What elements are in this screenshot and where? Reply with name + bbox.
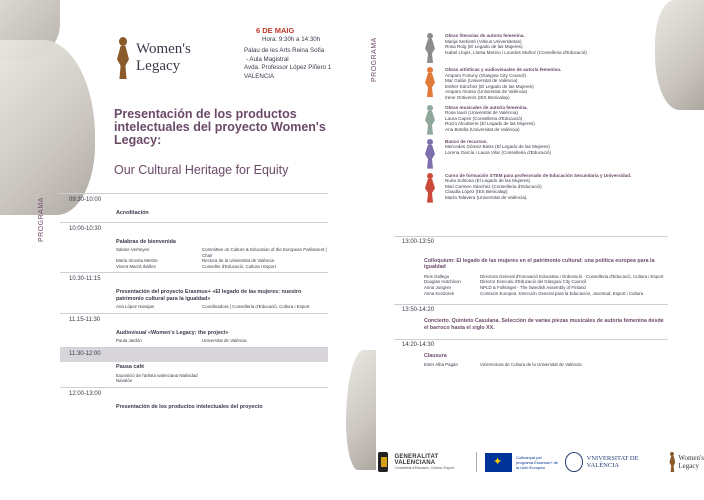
womens-legacy-small-logo (669, 452, 704, 472)
speaker-role: Vicerrectora de Cultura de la Universitat de València (480, 362, 582, 368)
speaker-row (424, 291, 668, 297)
product-contributor: Nuria Solsona (El Legado de las Mujeres) (445, 178, 531, 184)
product-contributor: Ana Botella (Universitat de València) (445, 126, 520, 132)
slot-title: Pausa café (116, 364, 145, 371)
slot-event (60, 362, 328, 387)
product-heading: Obras musicales de autoría femenina. (445, 104, 528, 110)
product-heading: Banco de recursos. (445, 138, 488, 144)
eu-logo (485, 453, 558, 472)
speaker-list (60, 338, 328, 344)
product-contributor: Mar Galán (Universitat de València) (445, 78, 518, 84)
schedule-slot (394, 258, 668, 296)
slot-title: Palabras de bienvenida (116, 238, 176, 245)
speaker-role: Coordinadora | Conselleria d'Educació, Cultura i Esport (202, 304, 310, 310)
slot-time: 11.15-11:30 (69, 316, 101, 323)
logo-line2: Legacy (136, 58, 181, 74)
crest-icon (378, 452, 388, 472)
product-contributor: Rosa Roig (El Legado de las Mujeres) (445, 44, 523, 50)
logo-line1: Women's (136, 41, 191, 57)
slot-event (60, 237, 328, 273)
speaker-row (116, 304, 328, 310)
speaker-role: Universitat de València (202, 338, 247, 344)
product-text (445, 105, 535, 135)
event-place (244, 47, 331, 81)
slot-title: Concierto. Quinteto Casulana. Selección de varias piezas musicales de autoría femenina desde el barroco hasta el siglo XX. (424, 318, 664, 331)
schedule-slot (60, 313, 328, 347)
slot-time: 13:00-13:50 (394, 236, 668, 250)
event-info (244, 27, 331, 81)
left-schedule (60, 193, 328, 415)
speaker-name: Paula Jardón (116, 338, 142, 344)
speaker-list (60, 247, 328, 269)
schedule-slot (60, 387, 328, 416)
slot-event (60, 402, 328, 416)
slot-time: 09:30-10:00 (69, 197, 102, 203)
figure-icon (116, 37, 130, 79)
slot-title: Presentación del proyecto Erasmus+ «El legado de las mujeres: nuestro patrimonio cultural para la igualdad» (116, 289, 302, 302)
slot-time: 14:20-14:30 (394, 339, 668, 353)
uv-logo (565, 452, 661, 472)
right-schedule (394, 236, 668, 376)
slot-event (60, 208, 328, 222)
page-subtitle: Our Cultural Heritage for Equity (114, 163, 289, 177)
eu-flag-icon (485, 453, 512, 472)
speaker-name: Ana López Navajas (116, 304, 155, 310)
speaker-role: Director Executiu d'Educació del Glasgow City Council. (480, 279, 588, 285)
product-contributor: Irene Ontiveros (IES Benicalap) (445, 94, 510, 100)
speaker-role: Conseller d'Educació, Cultura i Esport (202, 263, 276, 269)
product-heading: Obras artísticas y audiovisuales de autoría femenina. (445, 67, 562, 72)
product-heading: Curso de formación STEM para profesorado de Educación Secundaria y Universidad. (445, 172, 632, 178)
gv-name: GENERALITAT VALENCIANA (394, 454, 439, 466)
place-line: VALENCIA (244, 72, 275, 80)
slot-event (60, 287, 328, 313)
product-contributor: Mari Carmen Sánchez (Conselleria d'Educació) (445, 183, 542, 189)
page-title: Presentación de los productos intelectuales del proyecto Women's Legacy: (114, 107, 326, 147)
speaker-row (116, 373, 328, 384)
product-contributor: Claudia López (IES Benicalap) (445, 189, 508, 195)
slot-time: 10:00-10:30 (69, 225, 102, 232)
slot-title: Colloquium: El legado de las mujeres en el patrimonio cultural: una política europea para la igualdad (424, 258, 655, 271)
product-contributor: Marija Serbinté (Vilnius Universitetas) (445, 38, 522, 44)
wl-line1: Women's (678, 454, 704, 462)
product-text (445, 139, 551, 169)
product-contributor: Rosa Iausí (Universitat de València) (445, 110, 518, 116)
schedule-slot (394, 339, 668, 368)
eu-text: Cofinançat pel programa Erasmus+ de la Unió Europea (515, 454, 558, 470)
figure-icon (425, 67, 435, 97)
programa-label-left: PROGRAMA (38, 197, 45, 242)
product-item (425, 33, 665, 63)
speaker-list (60, 373, 328, 384)
product-item (425, 173, 665, 203)
speaker-list (394, 274, 668, 296)
product-item (425, 105, 665, 135)
figure-icon (425, 33, 435, 63)
speaker-name: Exposició de l'artista valenciana Natividad Navalón (116, 372, 198, 384)
product-text (445, 33, 587, 63)
uv-name: VNIVERSITAT DE VALÈNCIA (586, 455, 639, 469)
product-contributor: Lorena García i Laura Vilar (Conselleria d'Educació) (445, 149, 551, 155)
wl-line2: Legacy (678, 462, 700, 470)
schedule-slot (394, 304, 668, 331)
figure-icon (425, 173, 435, 203)
speaker-name: Anna Kezdorek (424, 290, 455, 296)
slot-event (60, 328, 328, 347)
speaker-name: Vicent Marzà Ibáñez (116, 263, 156, 269)
product-contributor: Amparo Alonso (Universitat de València) (445, 89, 528, 95)
schedule-slot (60, 193, 328, 222)
figure-icon (425, 139, 435, 169)
slot-title: Clausura (424, 353, 447, 359)
schedule-slot (60, 347, 328, 387)
gv-sub: Conselleria d'Educació, Cultura i Esport (394, 466, 455, 470)
speaker-role: Rectora de la Universitat de València (202, 258, 274, 264)
speaker-row (116, 247, 328, 258)
product-contributor: Rocío Alcubierre (El Legado de las Mujeres) (445, 121, 535, 127)
product-contributor: Amparo Fortuny (Glasgow City Council) (445, 72, 526, 78)
uv-seal-icon (565, 452, 583, 472)
slot-time: 10.30-11:15 (69, 276, 101, 283)
speaker-role: Comisión Europea. Dirección General para la Educación, Juventud, Esport i Cultura (480, 290, 644, 296)
speaker-name: María Vicenta Mestre (116, 258, 158, 264)
slot-title: Audiovisual «Women's Legacy: the project» (116, 329, 229, 336)
product-contributor: Isabel Llopis, Lluïsa Merino i Lourdes Muñoz (Conselleria d'Educació) (445, 49, 587, 55)
statue-image-left (0, 40, 95, 215)
footer-logos (378, 452, 704, 472)
schedule-slot (394, 236, 668, 250)
womens-legacy-logo (116, 37, 191, 79)
speaker-name: Sabine Verheyen (116, 247, 150, 252)
place-line: Palau de les Arts Reina Sofia (244, 47, 325, 54)
product-contributor: Esther Sánchez (El Legado de las Mujeres) (445, 83, 534, 89)
product-text (445, 173, 631, 203)
figure-icon (669, 452, 675, 472)
speaker-name: Reis Gallego (424, 273, 450, 279)
schedule-slot (60, 222, 328, 273)
speaker-row (116, 264, 328, 270)
speaker-role: NPLD & Folktinget - The Swedish Assembly of Finland (480, 285, 586, 290)
speaker-list (60, 304, 328, 310)
speaker-name: Anna Jungner (424, 285, 452, 290)
event-date: 6 DE MAIG (256, 26, 295, 35)
figure-icon (425, 105, 435, 135)
product-contributor: María Talavera (Universitat de València). (445, 194, 528, 200)
product-heading: Obras literarias de autoría femenina. (445, 33, 525, 38)
place-line: - Aula Magistral (246, 55, 289, 63)
speaker-role: Directora General d'Innovació Educativa i Ordenació · Conselleria d'Educació, Cultura i Esport (480, 273, 664, 279)
slot-time: 11:30-12:00 (60, 348, 328, 362)
slot-title: Presentación de los productos intelectuales del proyecto (116, 403, 263, 410)
slot-title: Acreditación (116, 210, 149, 216)
speaker-role (202, 373, 328, 384)
speaker-role: Committee on Culture & Education of the European Parliament | Chair (202, 247, 327, 258)
place-line: Avda. Professor López Piñero 1 (244, 64, 332, 71)
product-text (445, 67, 561, 101)
speaker-name: Douglas Hutchison (424, 279, 461, 285)
product-contributor: Mercedes Gómez Biess (El Legado de las Mujeres) (445, 144, 550, 150)
speaker-row (116, 338, 328, 344)
generalitat-logo (378, 452, 477, 472)
programa-label-right: PROGRAMA (371, 37, 378, 82)
slot-time: 13:50-14:20 (394, 304, 668, 318)
speaker-name: Ester Alba Pagán (424, 362, 458, 368)
product-contributor: Laura Capsir (Conselleria d'Educació) (445, 115, 523, 121)
statue-image-middle (346, 350, 376, 470)
speaker-list (394, 362, 668, 368)
product-item (425, 67, 665, 101)
products-list (425, 33, 665, 207)
schedule-slot (60, 272, 328, 313)
slot-time: 12:00-13:00 (69, 390, 102, 397)
speaker-row (424, 362, 668, 368)
product-item (425, 139, 665, 169)
event-hour: Hora: 9:30h a 14:30h (262, 35, 321, 43)
